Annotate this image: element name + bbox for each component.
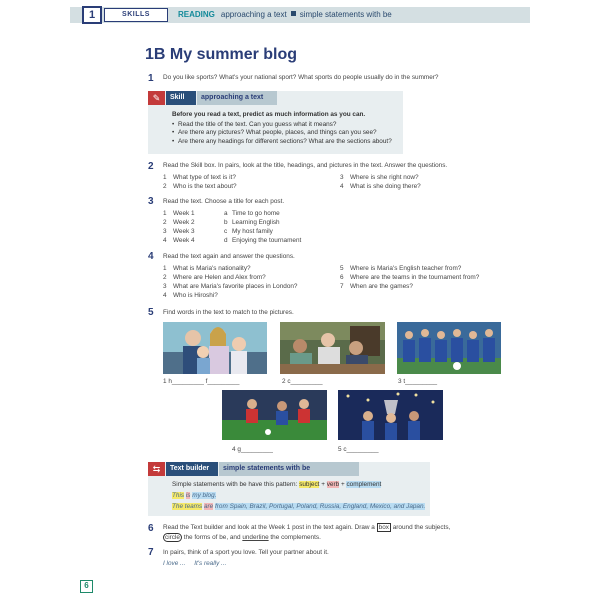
picture-caption: 2 c_________ (282, 378, 323, 385)
celebration-photo (338, 390, 443, 440)
ex3-number: 3 (148, 196, 154, 207)
ex4-q: 1 What is Maria's nationality? (163, 265, 251, 272)
ex5-text: Find words in the text to match to the pictures. (163, 309, 294, 316)
ex4-q: 5 Where is Maria's English teacher from? (340, 265, 462, 272)
skill-bullet: • Are there any pictures? What people, places, and things can you see? (172, 129, 392, 138)
topic-1: approaching a text (220, 10, 287, 19)
ex4-q: 4 Who is Hiroshi? (163, 292, 218, 299)
ex4-q: 6 Where are the teams in the tournament from? (340, 274, 480, 281)
ex2-text: Read the Skill box. In pairs, look at the title, headings, and pictures in the text. Answer the questions. (163, 162, 448, 169)
ex2-q3: 3 Where is she right now? (340, 174, 419, 181)
ex3-title-option: a Time to go home (224, 210, 280, 217)
ex6-number: 6 (148, 523, 154, 534)
underline-word: underline (242, 534, 269, 541)
ex1-number: 1 (148, 73, 154, 84)
ex3-title-option: c My host family (224, 228, 273, 235)
ex2-number: 2 (148, 161, 154, 172)
subject-highlight: subject (299, 481, 320, 488)
ex3-title-option: d Enjoying the tournament (224, 237, 302, 244)
section-label: READING (178, 10, 215, 19)
example-line-2: The teams are from Spain, Brazil, Portugal, Poland, Russia, England, Mexico, and Japan. (172, 503, 426, 511)
verb-highlight: verb (326, 481, 340, 488)
wrench-icon: ✎ (148, 91, 165, 105)
page-number: 6 (80, 580, 93, 593)
ex7-number: 7 (148, 547, 154, 558)
text-builder-header (148, 462, 430, 476)
picture-caption: 5 c_________ (338, 446, 379, 453)
box-word: box (378, 524, 389, 531)
ex2-q4: 4 What is she doing there? (340, 183, 421, 190)
skill-lead: Before you read a text, predict as much information as you can. (172, 111, 366, 118)
classroom-photo (280, 322, 385, 374)
skill-label: Skill (166, 91, 196, 105)
ex2-q1: 1 What type of text is it? (163, 174, 236, 181)
ex3-week: 1 Week 1 (163, 210, 195, 217)
topic-2: simple statements with be (299, 10, 392, 19)
ex7-example: I love ... It's really ... (163, 560, 227, 567)
game-photo (222, 390, 327, 440)
family-photo (163, 322, 267, 374)
picture-caption: 3 t_________ (398, 378, 438, 385)
ex4-text: Read the text again and answer the questions. (163, 253, 295, 260)
ex3-week: 3 Week 3 (163, 228, 195, 235)
ex6-line-1: Read the Text builder and look at the Week 1 post in the text again. Draw a box around the subjects, (163, 524, 451, 531)
pattern-line: Simple statements with be have this pattern: subject + verb + complement (172, 481, 382, 488)
ex3-week: 2 Week 2 (163, 219, 195, 226)
text-builder-icon: ⇆ (148, 462, 165, 476)
skill-bullet: • Read the title of the text. Can you guess what it means? (172, 121, 392, 130)
circle-word: circle (165, 534, 180, 541)
skill-title: approaching a text (197, 91, 277, 105)
header-topics (178, 10, 392, 21)
text-builder-label: Text builder (166, 462, 218, 476)
example-line-1: This is my blog. (172, 491, 217, 499)
ex4-q: 3 What are Maria's favorite places in London? (163, 283, 298, 290)
skill-box-body (172, 111, 392, 147)
ex2-q2: 2 Who is the text about? (163, 183, 237, 190)
picture-caption: 4 g_________ (232, 446, 273, 453)
ex7-text: In pairs, think of a sport you love. Tell your partner about it. (163, 549, 329, 556)
ex4-number: 4 (148, 251, 154, 262)
ex3-title-option: b Learning English (224, 219, 280, 226)
text-builder-body (172, 481, 425, 512)
text-builder-title: simple statements with be (219, 462, 359, 476)
ex5-number: 5 (148, 307, 154, 318)
picture-caption: 1 h_________ f_________ (163, 378, 240, 385)
ex4-q: 7 When are the games? (340, 283, 413, 290)
ex1-text: Do you like sports? What's your national sport? What sports do people usually do in the summer? (163, 74, 439, 81)
ex6-line-2: circle the forms of be, and underline the complements. (165, 534, 321, 541)
ex3-week: 4 Week 4 (163, 237, 195, 244)
skills-label: SKILLS (104, 8, 168, 22)
team-photo (397, 322, 501, 374)
unit-number: 1 (82, 6, 102, 24)
skill-bullet: • Are there any headings for different sections? What are the sections about? (172, 138, 392, 147)
page-title: 1B My summer blog (145, 46, 298, 63)
complement-highlight: complement (346, 481, 382, 488)
skill-box-header (148, 91, 403, 105)
ex4-q: 2 Where are Helen and Alex from? (163, 274, 266, 281)
square-bullet-icon (291, 11, 296, 16)
ex3-text: Read the text. Choose a title for each post. (163, 198, 285, 205)
